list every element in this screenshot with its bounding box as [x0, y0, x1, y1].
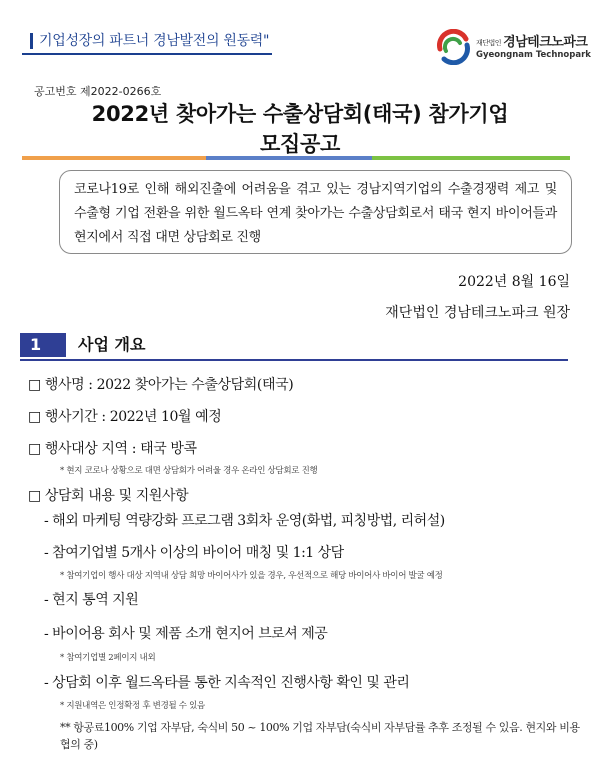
announcement-date: 2022년 8월 16일: [458, 274, 570, 290]
section-title: 사업 개요: [78, 335, 146, 354]
sub-marketing-program: - 해외 마케팅 역량강화 프로그램 3회차 운영(화법, 피칭방법, 리허설): [44, 513, 445, 529]
color-bar-blue: [206, 156, 372, 160]
note-cost: ** 항공료100% 기업 자부담, 숙식비 50 ~ 100% 기업 자부담(숙식비 자부담률 추후 조정될 수 있음. 현지와 비용 협의 중): [60, 721, 580, 751]
item-target-region: □ 행사대상 지역 : 태국 방콕: [28, 441, 197, 457]
color-bar-green: [372, 156, 570, 160]
slogan-underline: [22, 53, 272, 55]
note-brochure: * 참여기업별 2페이지 내외: [60, 653, 156, 663]
color-bar-orange: [22, 156, 206, 160]
logo-english-name: Gyeongnam Technopark: [476, 50, 591, 60]
issuing-organization: 재단법인 경남테크노파크 원장: [385, 305, 570, 321]
section-divider: [20, 359, 568, 361]
note-buyer-matching: * 참여기업이 행사 대상 지역내 상담 희망 바이어사가 있을 경우, 우선적으로 해당 바이어사 바이어 발굴 예정: [60, 571, 443, 581]
logo: [436, 29, 591, 69]
technopark-logo-icon: [436, 29, 472, 65]
note-covid: * 현지 코로나 상황으로 대면 상담회가 어려울 경우 온라인 상담회로 진행: [60, 466, 318, 476]
sub-buyer-matching: - 참여기업별 5개사 이상의 바이어 매칭 및 1:1 상담: [44, 545, 344, 561]
item-event-name: □ 행사명 : 2022 찾아가는 수출상담회(태국): [28, 377, 294, 393]
section-number: 1: [20, 333, 66, 357]
sub-brochure: - 바이어용 회사 및 제품 소개 현지어 브로셔 제공: [44, 626, 328, 642]
sub-followup: - 상담회 이후 월드옥타를 통한 지속적인 진행사항 확인 및 관리: [44, 675, 410, 691]
sub-interpretation: - 현지 통역 지원: [44, 592, 139, 608]
item-support-content: □ 상담회 내용 및 지원사항: [28, 488, 189, 504]
summary-box: 코로나19로 인해 해외진출에 어려움을 겪고 있는 경남지역기업의 수출경쟁력 제고 및 수출형 기업 전환을 위한 월드옥타 연계 찾아가는 수출상담회로서 태국 현지 바이어들과 현지에서 직접 대면 상담회로 진행: [59, 170, 572, 254]
logo-korean-name: 재단법인 경남테크노파크: [476, 35, 588, 50]
document-title-line2: 모집공고: [260, 132, 340, 156]
document-title-line1: 2022년 찾아가는 수출상담회(태국) 참가기업: [91, 102, 509, 126]
item-event-period: □ 행사기간 : 2022년 10월 예정: [28, 409, 222, 425]
slogan: 기업성장의 파트너 경남발전의 원동력": [30, 33, 269, 49]
notice-number: 공고번호 제2022-0266호: [34, 85, 162, 98]
note-followup: * 지원내역은 인정확정 후 변경될 수 있음: [60, 701, 205, 711]
